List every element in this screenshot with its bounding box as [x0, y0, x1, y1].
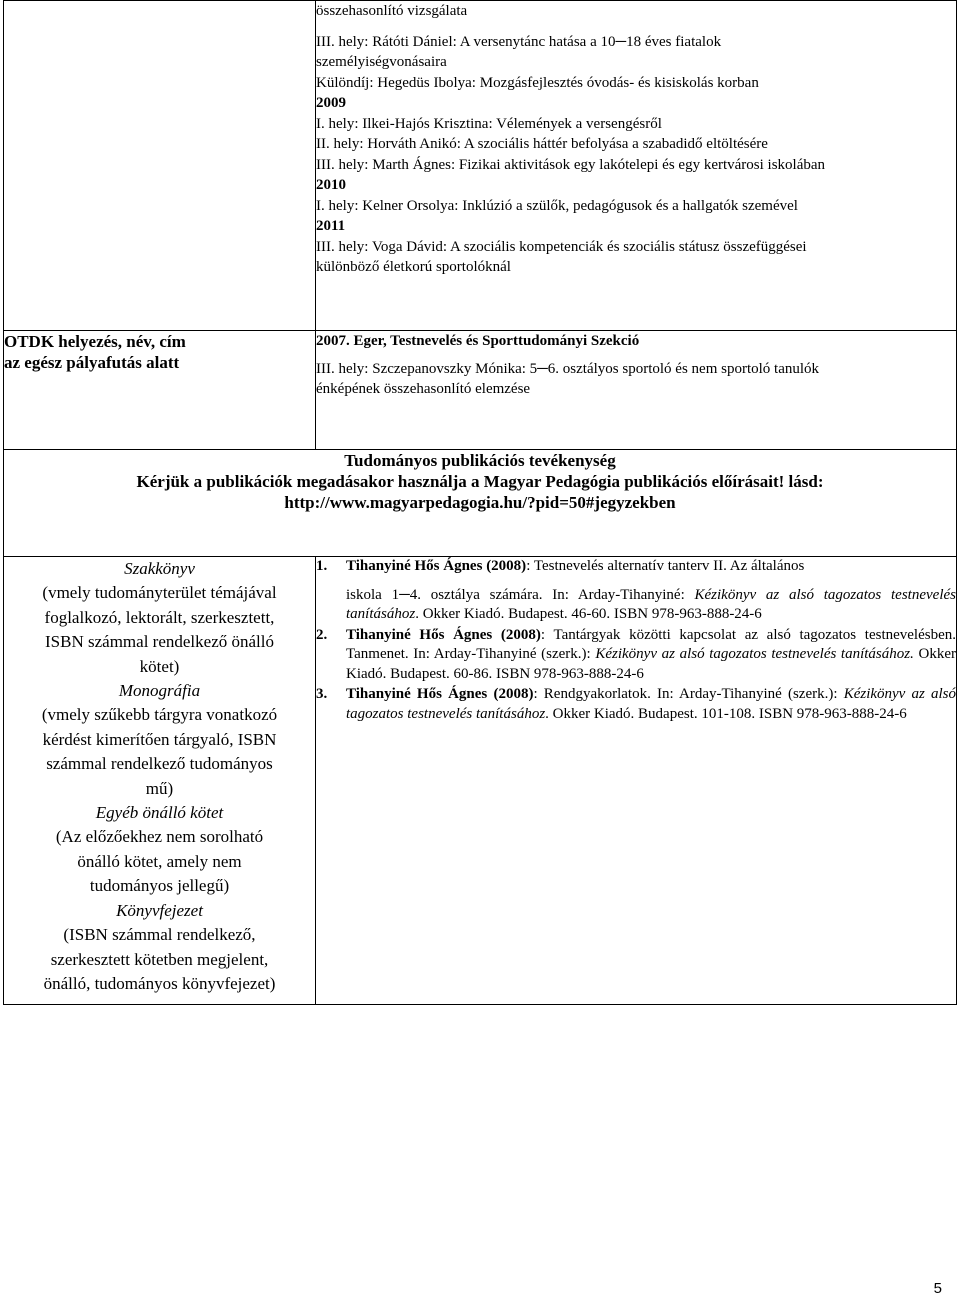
- category-title: Szakkönyv: [124, 559, 195, 578]
- category-title: Könyvfejezet: [116, 900, 203, 920]
- entry-body: . Okker Kiadó. Budapest. 46-60. ISBN 978-963-888-24-6: [415, 606, 762, 622]
- entry-author: Tihanyiné Hős Ágnes: [346, 626, 493, 643]
- publication-entry: [316, 685, 956, 724]
- category-desc: mű): [145, 778, 174, 798]
- otdk-label-line: az egész pályafutás alatt: [4, 353, 180, 372]
- entry-text: [346, 557, 956, 625]
- prize-line: III. hely: Voga Dávid: A szociális kompetenciák és szociális státusz összefüggései: [316, 238, 807, 255]
- prize-line: Különdíj: Hegedüs Ibolya: Mozgásfejlesztés óvodás- és kisiskolás korban: [316, 74, 759, 91]
- prize-line: II. hely: Horváth Anikó: A szociális háttér befolyása a szabadidő eltöltésére: [316, 136, 768, 152]
- prize-line: III. hely: Rátóti Dániel: A versenytánc hatása a 10─18 éves fiatalok: [316, 33, 722, 50]
- entry-year: (2008): [500, 626, 541, 643]
- otdk-label-line: OTDK helyezés, név, cím: [4, 332, 186, 351]
- otdk-line: énképének összehasonlító elemzése: [316, 381, 531, 397]
- category-title: Monográfia: [118, 681, 201, 701]
- entry-source: Kézikönyv az alsó tagozatos testnevelés tanításához: [346, 686, 957, 722]
- category-desc: (vmely szűkebb tárgyra vonatkozó: [41, 705, 278, 725]
- form-table: [3, 0, 957, 1005]
- publication-entry: [316, 557, 956, 625]
- spacer: [316, 22, 956, 32]
- prize-line: I. hely: Ilkei-Hajós Krisztina: Vélemények a versengésről: [316, 115, 662, 132]
- otdk-label: [4, 331, 316, 450]
- entry-number: 1.: [316, 558, 328, 574]
- entry-number: 2.: [316, 626, 328, 643]
- category-desc: számmal rendelkező tudományos: [46, 754, 273, 774]
- publication-entry: [316, 626, 956, 685]
- entry-body: iskola 1─4. osztálya számára. In: Arday-Tihanyiné:: [346, 586, 695, 603]
- category-title: Egyéb önálló kötet: [95, 803, 224, 823]
- otdk-content: [316, 331, 957, 450]
- publication-categories: [4, 557, 316, 1005]
- empty-left-cell: [4, 1, 316, 331]
- publications-header-row: [4, 450, 957, 557]
- entry-text: [346, 685, 956, 724]
- category-desc: (Az előzőekhez nem sorolható: [55, 827, 264, 847]
- entry-text: [346, 626, 956, 685]
- entry-source: Kézikönyv az alsó tagozatos testnevelés tanításához: [346, 586, 956, 622]
- year-heading: 2010: [316, 177, 346, 193]
- book-chapter-list: [316, 557, 957, 1005]
- category-desc: (ISBN számmal rendelkező,: [63, 925, 256, 945]
- entry-body: : Tantárgyak közötti kapcsolat az alsó tagozatos testnevelésben. Tanmenet. In: Arday-Tihanyiné (szerk.):: [346, 626, 956, 662]
- prizes-continuation-row: [4, 1, 957, 331]
- entry-number: 3.: [316, 686, 328, 702]
- prize-line: I. hely: Kelner Orsolya: Inklúzió a szülők, pedagógusok és a hallgatók szemével: [316, 197, 798, 214]
- entry-body: Okker Kiadó. Budapest. 60-86. ISBN 978-963-888-24-6: [346, 646, 956, 682]
- entry-body: . Okker Kiadó. Budapest. 101-108. ISBN 978-963-888-24-6: [545, 705, 907, 722]
- category-desc: (vmely tudományterület témájával: [42, 583, 277, 603]
- prize-line: III. hely: Marth Ágnes: Fizikai aktivitások egy lakótelepi és egy kertvárosi iskolában: [316, 156, 826, 173]
- entry-body: : Testnevelés alternatív tanterv II. Az általános: [526, 558, 805, 574]
- prize-line: összehasonlító vizsgálata: [316, 3, 468, 19]
- category-desc: ISBN számmal rendelkező önálló: [45, 632, 274, 652]
- otdk-heading: 2007. Eger, Testnevelés és Sporttudományi Szekció: [316, 333, 640, 349]
- prize-line: különböző életkorú sportolóknál: [316, 259, 511, 275]
- entry-author: Tihanyiné Hős Ágnes: [346, 558, 483, 574]
- category-desc: foglalkozó, lektorált, szerkesztett,: [44, 607, 275, 627]
- publications-row: [4, 557, 957, 1005]
- year-heading: 2009: [316, 95, 346, 111]
- publications-instruction: Kérjük a publikációk megadásakor használja a Magyar Pedagógia publikációs előírásait! lásd:: [136, 472, 824, 491]
- prizes-list: [316, 1, 957, 331]
- year-heading: 2011: [316, 218, 346, 234]
- prize-line: személyiségvonásaira: [316, 54, 447, 70]
- entry-year: (2008): [486, 558, 527, 574]
- otdk-line: III. hely: Szczepanovszky Mónika: 5─6. osztályos sportoló és nem sportoló tanulók: [316, 360, 820, 377]
- category-desc: tudományos jellegű): [89, 876, 230, 896]
- category-desc: önálló, tudományos könyvfejezet): [43, 973, 276, 993]
- entry-author: Tihanyiné Hős Ágnes: [346, 686, 488, 702]
- otdk-row: [4, 331, 957, 450]
- entry-source: Kézikönyv az alsó tagozatos testnevelés tanításához.: [595, 646, 914, 662]
- publications-url: http://www.magyarpedagogia.hu/?pid=50#jegyzekben: [284, 493, 676, 512]
- page-number: 5: [933, 1280, 942, 1297]
- entry-year: (2008): [493, 686, 534, 702]
- publications-header: [4, 450, 957, 557]
- entry-body: : Rendgyakorlatok. In: Arday-Tihanyiné (szerk.):: [533, 686, 844, 702]
- category-desc: önálló kötet, amely nem: [77, 851, 242, 871]
- category-desc: kötet): [139, 656, 180, 676]
- publications-title: Tudományos publikációs tevékenység: [344, 451, 616, 470]
- category-desc: kérdést kimerítően tárgyaló, ISBN: [42, 729, 277, 749]
- category-desc: szerkesztett kötetben megjelent,: [50, 949, 269, 969]
